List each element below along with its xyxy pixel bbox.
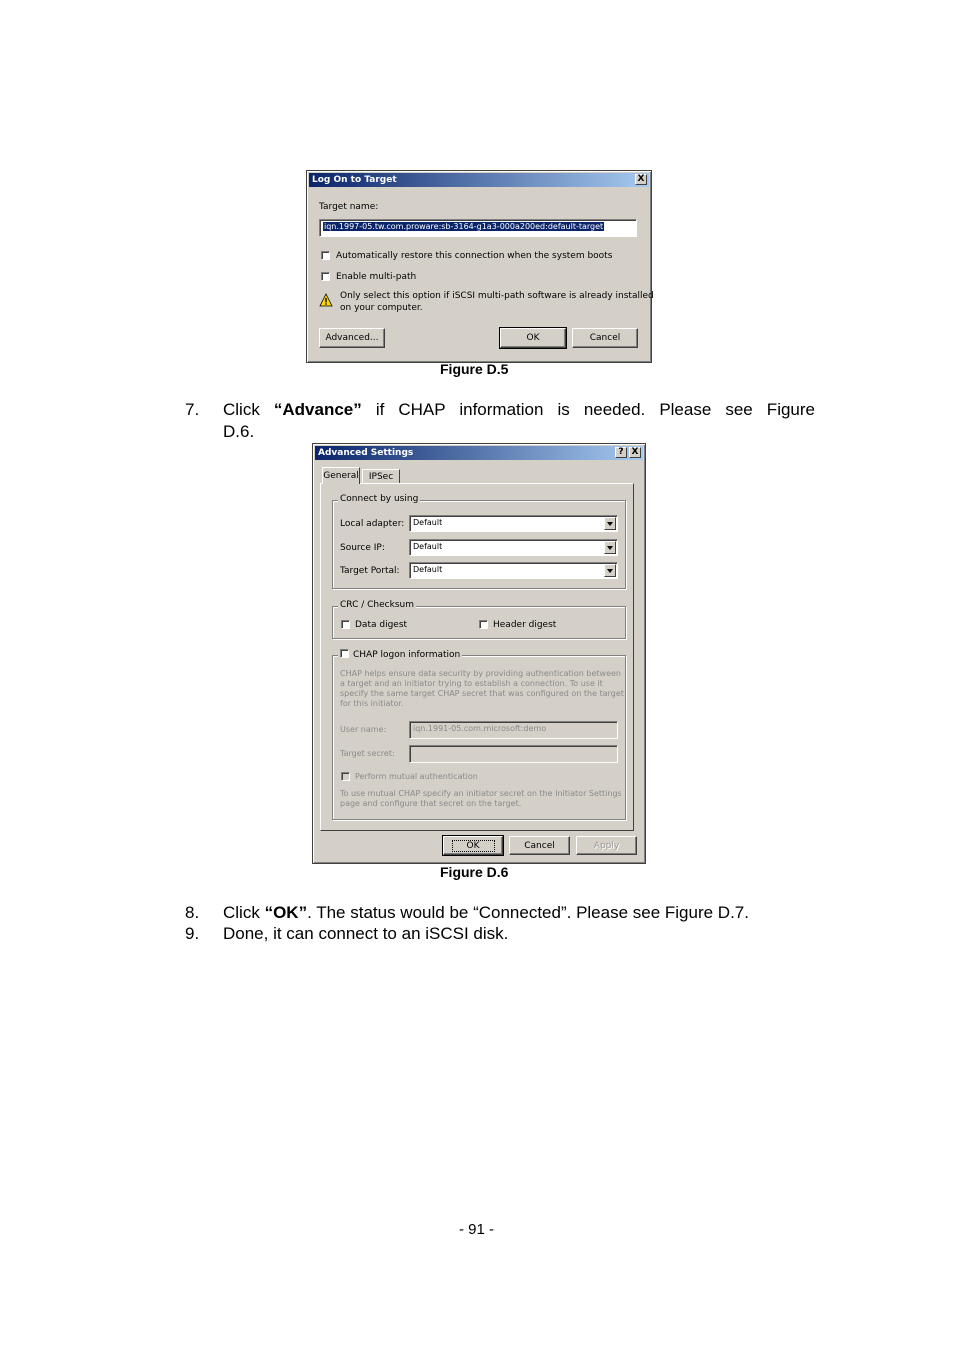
dialog-title: Log On to Target — [312, 175, 397, 185]
auto-restore-checkbox[interactable] — [321, 251, 330, 260]
source-ip-label: Source IP: — [340, 543, 385, 553]
data-digest-label: Data digest — [355, 620, 408, 630]
step-8-text — [223, 903, 749, 923]
step-9-number: 9. — [185, 924, 200, 943]
enable-multipath-checkbox[interactable] — [321, 272, 330, 281]
auto-restore-label: Automatically restore this connection when the system boots — [336, 251, 613, 261]
chap-description-line-1: CHAP helps ensure data security by providing authentication between — [340, 669, 621, 678]
mutual-auth-checkbox[interactable] — [341, 772, 350, 781]
header-digest-label: Header digest — [493, 620, 557, 630]
chevron-down-icon[interactable] — [604, 564, 616, 577]
ok-button[interactable]: OK — [500, 328, 566, 348]
chevron-down-icon[interactable] — [604, 541, 616, 554]
chap-logon-label: CHAP logon information — [353, 650, 461, 660]
user-name-value: iqn.1991-05.com.microsoft:demo — [413, 724, 547, 733]
dialog-title-bar — [309, 173, 649, 187]
local-adapter-select[interactable] — [409, 515, 618, 532]
target-portal-select[interactable] — [409, 562, 618, 579]
source-ip-value: Default — [413, 542, 443, 551]
step-8-bold: “OK” — [264, 903, 308, 922]
step-8-number: 8. — [185, 903, 200, 922]
close-icon[interactable]: X — [635, 174, 647, 185]
figure-caption-d6: Figure D.6 — [440, 864, 509, 880]
advanced-settings-dialog — [312, 443, 646, 864]
warning-icon — [319, 293, 333, 307]
chevron-down-icon[interactable] — [604, 517, 616, 530]
chap-description-line-3: specify the same target CHAP secret that was configured on the target — [340, 689, 624, 698]
target-name-field[interactable] — [319, 219, 637, 237]
target-secret-field[interactable] — [409, 745, 618, 763]
warning-text-line-1: Only select this option if iSCSI multi-path software is already installed — [340, 291, 654, 301]
figure-caption-d5: Figure D.5 — [440, 361, 509, 377]
crc-checksum-title: CRC / Checksum — [340, 600, 414, 610]
step-7-pre: Click — [223, 400, 274, 419]
chap-description-line-4: for this initiator. — [340, 699, 404, 708]
ok-button-label: OK — [452, 840, 495, 852]
step-8-post: . The status would be “Connected”. Please see Figure D.7. — [307, 903, 749, 922]
step-7-line-2: D.6. — [223, 422, 255, 441]
step-7-post: if CHAP information is needed. Please see Figure — [361, 400, 815, 419]
log-on-to-target-dialog — [306, 170, 652, 363]
mutual-auth-label: Perform mutual authentication — [355, 772, 478, 781]
target-name-value: iqn.1997-05.tw.com.proware:sb-3164-g1a3-000a200ed:default-target — [324, 222, 604, 231]
cancel-button[interactable]: Cancel — [572, 328, 638, 348]
enable-multipath-label: Enable multi-path — [336, 272, 417, 282]
page-number: - 91 - — [459, 1221, 495, 1238]
cancel-button[interactable]: Cancel — [509, 836, 570, 855]
tab-general[interactable] — [322, 467, 360, 484]
tab-general-label: General — [323, 471, 359, 481]
dialog-title: Advanced Settings — [318, 448, 414, 458]
step-7-bold: “Advance” — [273, 400, 362, 419]
warning-text-line-2: on your computer. — [340, 303, 423, 313]
advanced-button[interactable]: Advanced... — [319, 328, 385, 348]
dialog-title-bar — [315, 446, 643, 460]
step-8-pre: Click — [223, 903, 265, 922]
apply-button[interactable]: Apply — [576, 836, 637, 855]
local-adapter-label: Local adapter: — [340, 519, 405, 529]
target-portal-label: Target Portal: — [340, 566, 400, 576]
connect-by-using-title: Connect by using — [340, 494, 419, 504]
source-ip-select[interactable] — [409, 539, 618, 556]
local-adapter-value: Default — [413, 518, 443, 527]
mutual-description-line-1: To use mutual CHAP specify an initiator secret on the Initiator Settings — [340, 789, 622, 798]
step-7-number: 7. — [185, 400, 200, 419]
tab-ipsec-label: IPSec — [368, 472, 394, 482]
header-digest-checkbox[interactable] — [479, 620, 488, 629]
help-icon[interactable]: ? — [615, 447, 627, 458]
step-9-text: Done, it can connect to an iSCSI disk. — [223, 924, 509, 943]
chap-description-line-2: a target and an initiator trying to establish a connection. To use it — [340, 679, 603, 688]
user-name-label: User name: — [340, 725, 387, 734]
chap-logon-checkbox[interactable] — [340, 649, 349, 658]
close-icon[interactable]: X — [629, 447, 641, 458]
user-name-field[interactable] — [409, 721, 618, 739]
data-digest-checkbox[interactable] — [341, 620, 350, 629]
chap-group-title — [338, 649, 462, 660]
target-name-label: Target name: — [319, 202, 379, 212]
target-secret-label: Target secret: — [340, 749, 395, 758]
ok-button[interactable] — [443, 836, 503, 855]
step-7-text — [223, 400, 815, 420]
mutual-description-line-2: page and configure that secret on the target. — [340, 799, 522, 808]
tab-ipsec[interactable] — [362, 469, 400, 484]
target-portal-value: Default — [413, 565, 443, 574]
